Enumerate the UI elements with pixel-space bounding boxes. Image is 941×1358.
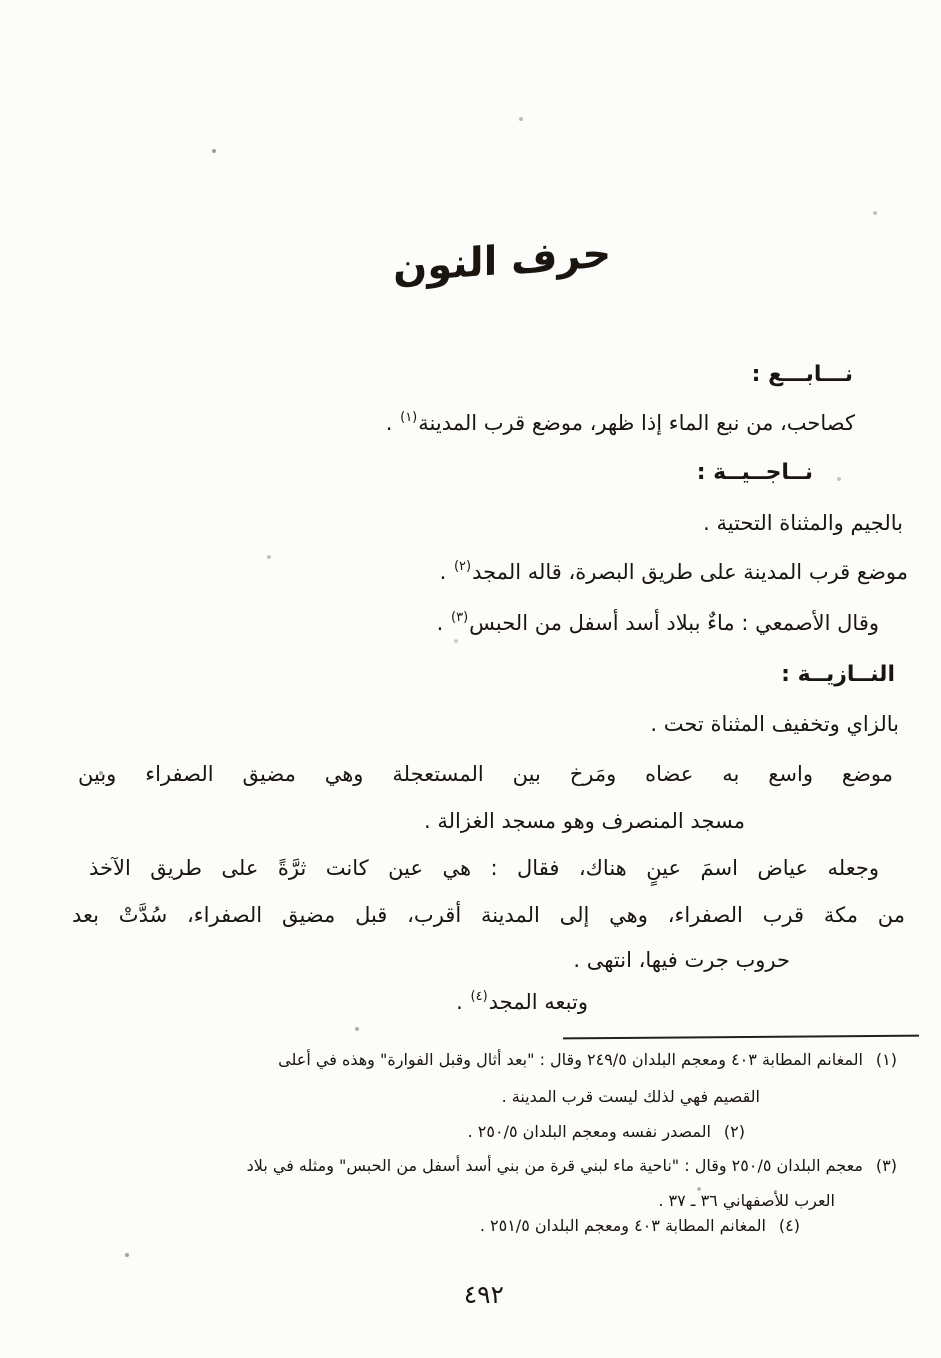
entry-heading-nabi: نـــابـــع : [751, 362, 853, 387]
footnote-3-line-1 [247, 1156, 897, 1175]
footnote-3-text-1: معجم البلدان ٢٥٠/٥ وقال : "ناحية ماء لبني قرة من بني أسد أسفل من الحبس" ومثله في بلاد [246, 1156, 863, 1175]
entry-heading-najiya: نــاجــيــة : [696, 460, 813, 485]
entry-najiya-orthography: بالجيم والمثناة التحتية . [703, 511, 903, 535]
entry-nazia-iyad-line-1: وجعله عياض اسمَ عينٍ هناك، فقال : هي عين كانت ثرَّةً على طريق الآخذ [89, 856, 879, 880]
footnote-4-marker: (٤) [778, 1216, 800, 1235]
entry-nazia-followup-period: . [456, 990, 470, 1014]
footnote-3-marker: (٣) [875, 1156, 897, 1175]
entry-nazia-iyad-line-2: من مكة قرب الصفراء، وهي إلى المدينة أقرب، قبل مضيق الصفراء، سُدَّتْ بعد [72, 903, 905, 927]
chapter-title: حرف النون [392, 230, 611, 292]
footnote-ref-3: (٣) [451, 610, 469, 625]
scan-noise-specks [0, 0, 2, 2]
entry-najiya-asmai-text: وقال الأصمعي : ماءٌ ببلاد أسد أسفل من الحبس [469, 611, 879, 635]
footnote-ref-1: (١) [400, 410, 418, 425]
footnote-ref-2: (٢) [453, 559, 472, 574]
entry-najiya-location-period: . [439, 560, 453, 584]
entry-nabi-definition [386, 410, 855, 435]
footnote-1-marker: (١) [875, 1050, 897, 1069]
footnote-2-marker: (٢) [723, 1122, 745, 1141]
entry-nazia-followup [456, 989, 588, 1014]
entry-najiya-location [440, 559, 908, 584]
footnote-4-text-1: المغانم المطابة ٤٠٣ ومعجم البلدان ٢٥١/٥ . [479, 1216, 766, 1235]
entry-najiya-asmai-period: . [436, 611, 450, 635]
entry-nabi-definition-period: . [385, 411, 400, 435]
entry-nazia-description-line-1: موضع واسع به عضاه ومَرخ بين المستعجلة وهي مضيق الصفراء وبين [78, 762, 893, 786]
footnote-1-text-1: المغانم المطابة ٤٠٣ ومعجم البلدان ٢٤٩/٥ وقال : "بعد أثال وقبل الفوارة" وهذه في أعلى [278, 1050, 863, 1069]
footnote-4-line-1 [480, 1216, 800, 1235]
entry-nazia-description-line-2: مسجد المنصرف وهو مسجد الغزالة . [424, 809, 745, 833]
footnote-3-line-2: العرب للأصفهاني ٣٦ ـ ٣٧ . [658, 1191, 835, 1210]
footnote-2-line-1 [468, 1122, 745, 1141]
entry-nazia-followup-text: وتبعه المجد [488, 990, 588, 1014]
entry-heading-nazia: النــازيــة : [781, 662, 895, 687]
footnote-2-text-1: المصدر نفسه ومعجم البلدان ٢٥٠/٥ . [467, 1122, 711, 1141]
entry-nazia-iyad-line-3: حروب جرت فيها، انتهى . [573, 948, 790, 972]
footnote-ref-4: (٤) [470, 989, 488, 1004]
footnote-1-line-2: القصيم فهي لذلك ليست قرب المدينة . [501, 1087, 760, 1106]
footnote-1-line-1 [278, 1050, 897, 1069]
entry-nazia-orthography: بالزاي وتخفيف المثناة تحت . [650, 712, 899, 736]
footnote-separator-rule [563, 1035, 919, 1040]
entry-najiya-location-text: موضع قرب المدينة على طريق البصرة، قاله المجد [472, 560, 908, 584]
entry-najiya-asmai-quote [437, 610, 879, 635]
page-number: ٤٩٢ [463, 1280, 504, 1309]
entry-nabi-definition-text: كصاحب، من نبع الماء إذا ظهر، موضع قرب المدينة [418, 411, 855, 435]
